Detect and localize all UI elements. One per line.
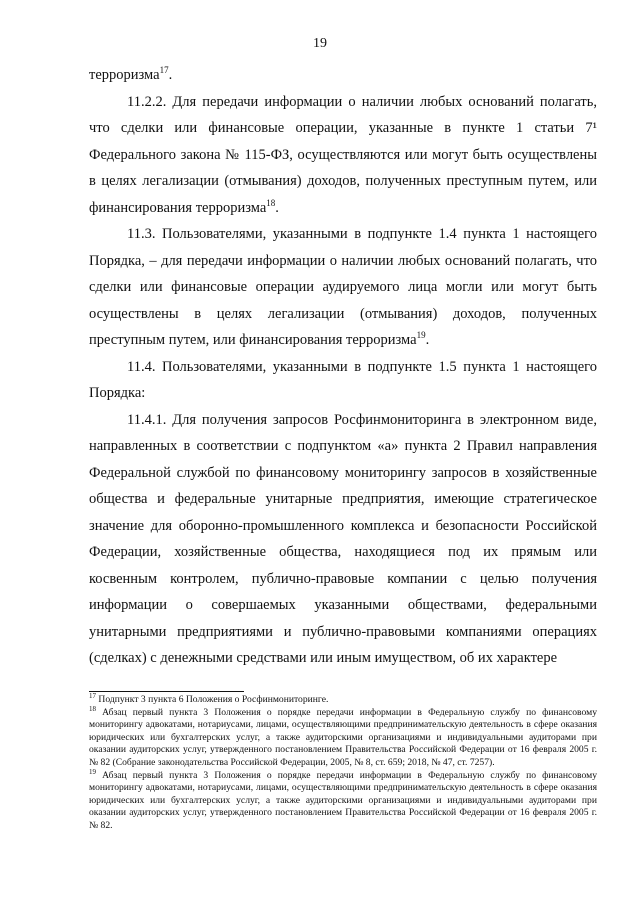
footnote-divider bbox=[89, 691, 244, 692]
footnote-number: 18 bbox=[89, 704, 96, 713]
paragraph-text: 11.2.2. Для передачи информации о наличии любых оснований полагать, что сделки или финансовые операции, указанные в пункте 1 статьи 7¹ Федерального закона № 115-ФЗ, осуществляются или могут быть осуществлены в целях легализации (отмывания) доходов, полученных преступным путем, или финансирования терроризма bbox=[89, 93, 597, 216]
paragraph-11-4 bbox=[89, 354, 597, 407]
paragraph-continuation: терроризма$^{17}$. bbox=[89, 65, 173, 83]
footnote-ref-19[interactable]: 19 bbox=[416, 330, 426, 341]
footnote-17 bbox=[89, 691, 597, 707]
page-number: 19 bbox=[313, 36, 327, 51]
footnote-text: Абзац первый пункта 3 Положения о порядке передачи информации в Федеральную службу по финансовому мониторингу адвокатами, нотариусами, лицами, осуществляющими предпринимательскую деятельность в сфере оказания юридических или бухгалтерских услуг, а также аудиторскими организациями и индивидуальными аудиторами при оказании аудиторских услуг, утвержденного постановлением Правительства Российской Федерации от 16 февраля 2005 г. № 82 (Собрание законодательства Российской Федерации, 2005, № 8, ст. 659; 2018, № 47, ст. 7257). bbox=[89, 706, 597, 768]
footnote-ref-17[interactable]: 17 bbox=[159, 65, 169, 76]
footnotes bbox=[89, 691, 597, 833]
paragraph-11-3: 11.3. Пользователями, указанными в подпункте 1.4 пункта 1 настоящего Порядка, – для передачи информации о наличии любых оснований полагать, что сделки или финансовые операции аудируемого лица могли или могут быть осуществлены в целях легализации (отмывания) доходов, полученных преступным путем, или финансирования терроризма$^{19}$. bbox=[89, 226, 597, 348]
body-text bbox=[89, 62, 597, 672]
paragraph-11-2-2: 11.2.2. Для передачи информации о наличии любых оснований полагать, что сделки или финансовые операции, указанные в пункте 1 статьи 7¹ Федерального закона № 115-ФЗ, осуществляются или могут быть осуществлены в целях легализации (отмывания) доходов, полученных преступным путем, или финансирования терроризма$^{18}$. bbox=[89, 93, 597, 216]
paragraph-text: 11.3. Пользователями, указанными в подпункте 1.4 пункта 1 настоящего Порядка, – для передачи информации о наличии любых оснований полагать, что сделки или финансовые операции аудируемого лица могли или могут быть осуществлены в целях легализации (отмывания) доходов, полученных преступным путем, или финансирования терроризма bbox=[89, 226, 597, 348]
footnote-19 bbox=[89, 767, 597, 833]
footnote-number: 19 bbox=[89, 767, 96, 776]
paragraph-11-4-1 bbox=[89, 407, 597, 672]
footnote-text: Подпункт 3 пункта 6 Положения о Росфинмониторинге. bbox=[98, 694, 329, 705]
paragraph-text: 11.4. Пользователями, указанными в подпункте 1.5 пункта 1 настоящего Порядка: bbox=[89, 358, 597, 401]
footnote-text: Абзац первый пункта 3 Положения о порядке передачи информации в Федеральную службу по финансовому мониторингу адвокатами, нотариусами, лицами, осуществляющими предпринимательскую деятельность в сфере оказания юридических или бухгалтерских услуг, а также аудиторскими организациями и индивидуальными аудиторами при оказании аудиторских услуг, утвержденного постановлением Правительства Российской Федерации от 16 февраля 2005 г. № 82. bbox=[89, 769, 597, 831]
footnote-18 bbox=[89, 704, 597, 770]
footnote-ref-18[interactable]: 18 bbox=[266, 197, 276, 208]
paragraph-text: 11.4.1. Для получения запросов Росфинмониторинга в электронном виде, направленных в соответствии с подпунктом «а» пункта 2 Правил направления Федеральной службой по финансовому мониторингу запросов в хозяйственные общества и федеральные унитарные предприятия, имеющие стратегическое значение для оборонно-промышленного комплекса и безопасности Российской Федерации, хозяйственные общества, находящиеся под их прямым или косвенным контролем, публично-правовые компании с целью получения информации о совершаемых указанными обществами, федеральными унитарными предприятиями и публично-правовыми компаниями операциях (сделках) с денежными средствами или иным имуществом, об их характере bbox=[89, 411, 597, 666]
paragraph-text: терроризма bbox=[89, 67, 160, 83]
footnote-number: 17 bbox=[89, 691, 96, 700]
